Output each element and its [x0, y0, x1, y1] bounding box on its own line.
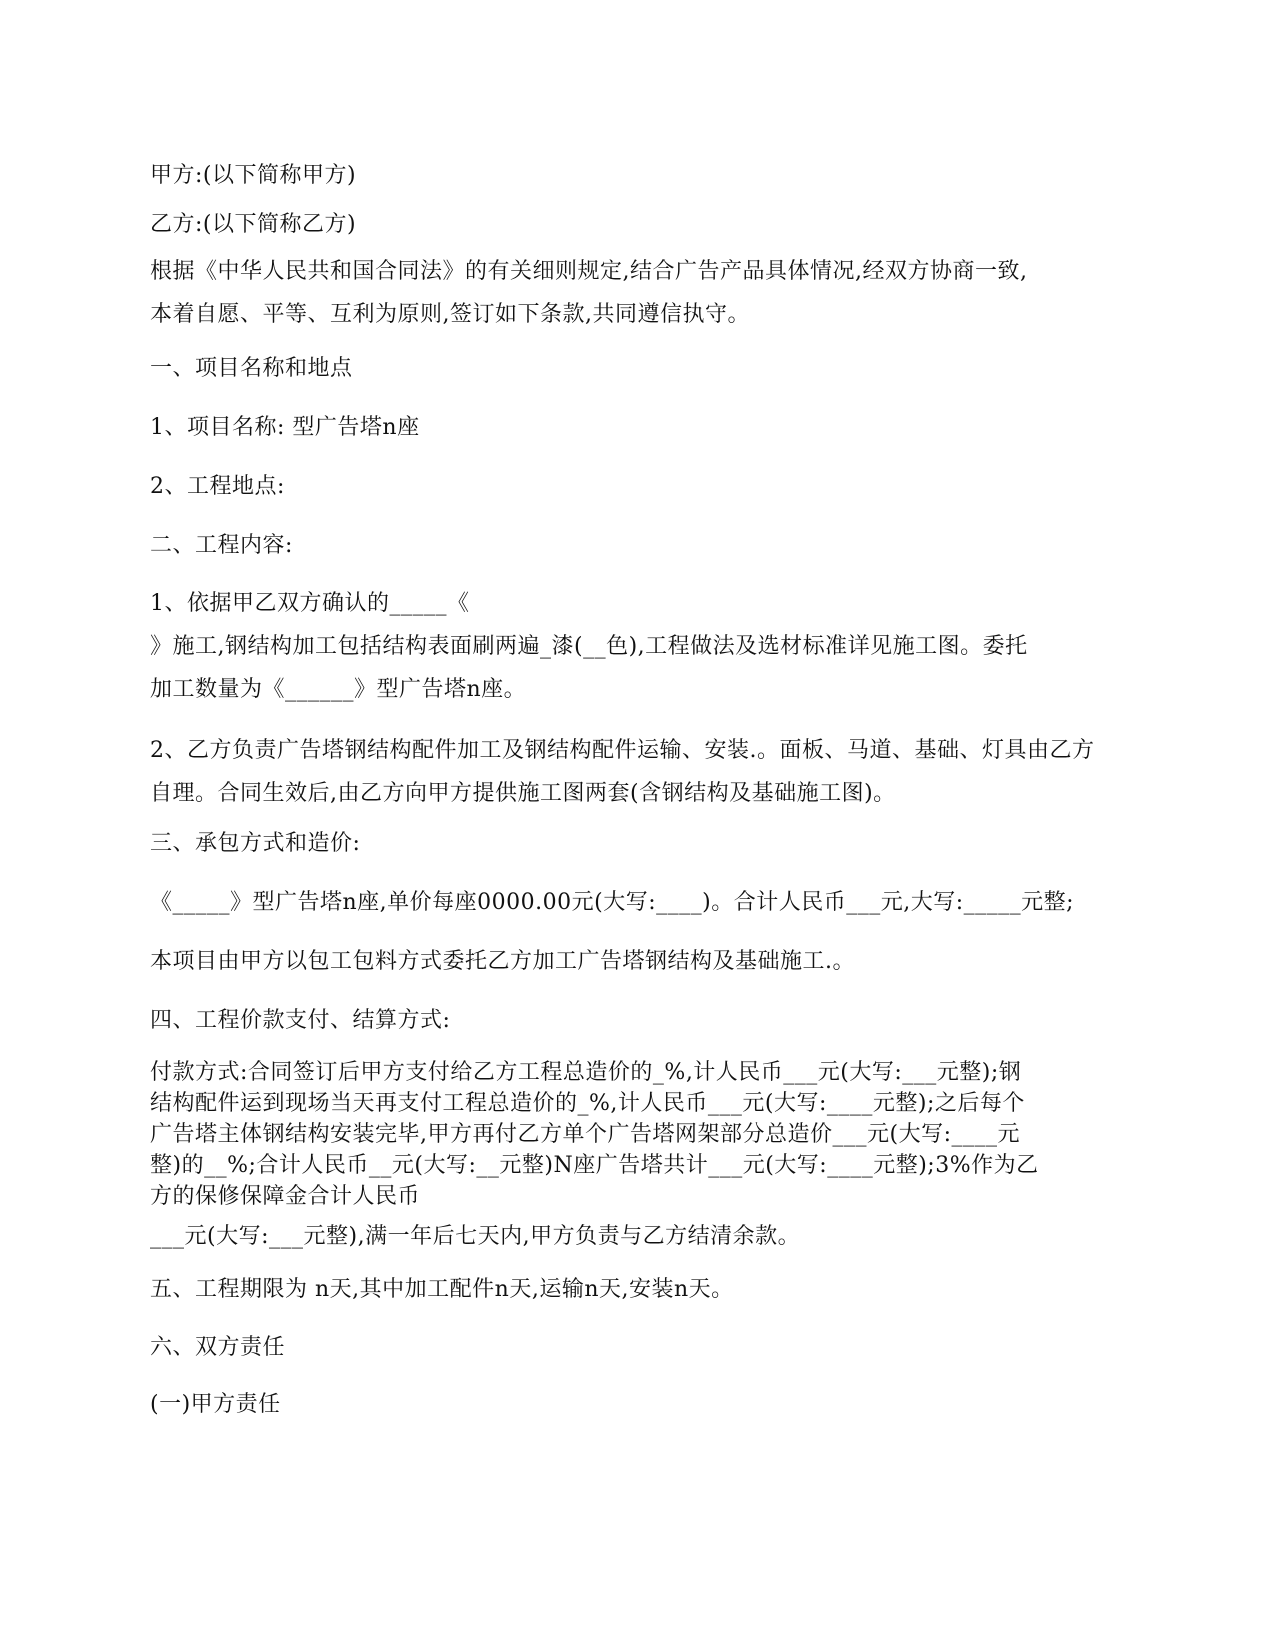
section-6-subheading: (一)甲方责任 [150, 1392, 281, 1417]
section-6-heading: 六、双方责任 [150, 1335, 286, 1360]
paragraph-line: 1、依据甲乙双方确认的_____《 [150, 591, 470, 616]
paragraph-line: 方的保修保障金合计人民币 [150, 1184, 421, 1209]
preamble-line: 本着自愿、平等、互利为原则,签订如下条款,共同遵信执守。 [150, 302, 750, 327]
preamble-line: 根据《中华人民共和国合同法》的有关细则规定,结合广告产品具体情况,经双方协商一致, [150, 259, 1028, 284]
section-1-item-1: 1、项目名称: 型广告塔n座 [150, 415, 420, 440]
section-2-heading: 二、工程内容: [150, 533, 293, 558]
section-3-method: 本项目由甲方以包工包料方式委托乙方加工广告塔钢结构及基础施工.。 [150, 949, 855, 974]
section-2-item-2 [150, 729, 1120, 815]
paragraph-line: 加工数量为《______》型广告塔n座。 [150, 677, 527, 702]
section-5-heading: 五、工程期限为 n天,其中加工配件n天,运输n天,安装n天。 [150, 1277, 734, 1302]
paragraph-line: 广告塔主体钢结构安装完毕,甲方再付乙方单个广告塔网架部分总造价___元(大写:____元 [150, 1122, 1020, 1147]
section-3-price: 《_____》型广告塔n座,单价每座0000.00元(大写:____)。合计人民币___元,大写:_____元整; [150, 890, 1075, 915]
paragraph-line: 》施工,钢结构加工包括结构表面刷两遍_漆(__色),工程做法及选材标准详见施工图。委托 [150, 634, 1028, 659]
section-1-heading: 一、项目名称和地点 [150, 356, 353, 381]
preamble-paragraph [150, 250, 1120, 336]
party-b-line: 乙方:(以下简称乙方) [150, 212, 357, 237]
paragraph-line: 2、乙方负责广告塔钢结构配件加工及钢结构配件运输、安装.。面板、马道、基础、灯具由乙方 [150, 738, 1095, 763]
paragraph-line: 付款方式:合同签订后甲方支付给乙方工程总造价的_%,计人民币___元(大写:___元整);钢 [150, 1060, 1022, 1085]
section-1-item-2: 2、工程地点: [150, 474, 285, 499]
section-3-heading: 三、承包方式和造价: [150, 831, 361, 856]
paragraph-line: 自理。合同生效后,由乙方向甲方提供施工图两套(含钢结构及基础施工图)。 [150, 781, 896, 806]
section-4-payment [150, 1057, 1120, 1252]
party-a-line: 甲方:(以下简称甲方) [150, 163, 357, 188]
paragraph-line: 结构配件运到现场当天再支付工程总造价的_%,计人民币___元(大写:____元整);之后每个 [150, 1091, 1025, 1116]
paragraph-line: 整)的__%;合计人民币__元(大写:__元整)N座广告塔共计___元(大写:____元整);3%作为乙 [150, 1153, 1039, 1178]
paragraph-line: ___元(大写:___元整),满一年后七天内,甲方负责与乙方结清余款。 [150, 1224, 801, 1249]
section-2-item-1 [150, 582, 1120, 711]
section-4-heading: 四、工程价款支付、结算方式: [150, 1008, 451, 1033]
